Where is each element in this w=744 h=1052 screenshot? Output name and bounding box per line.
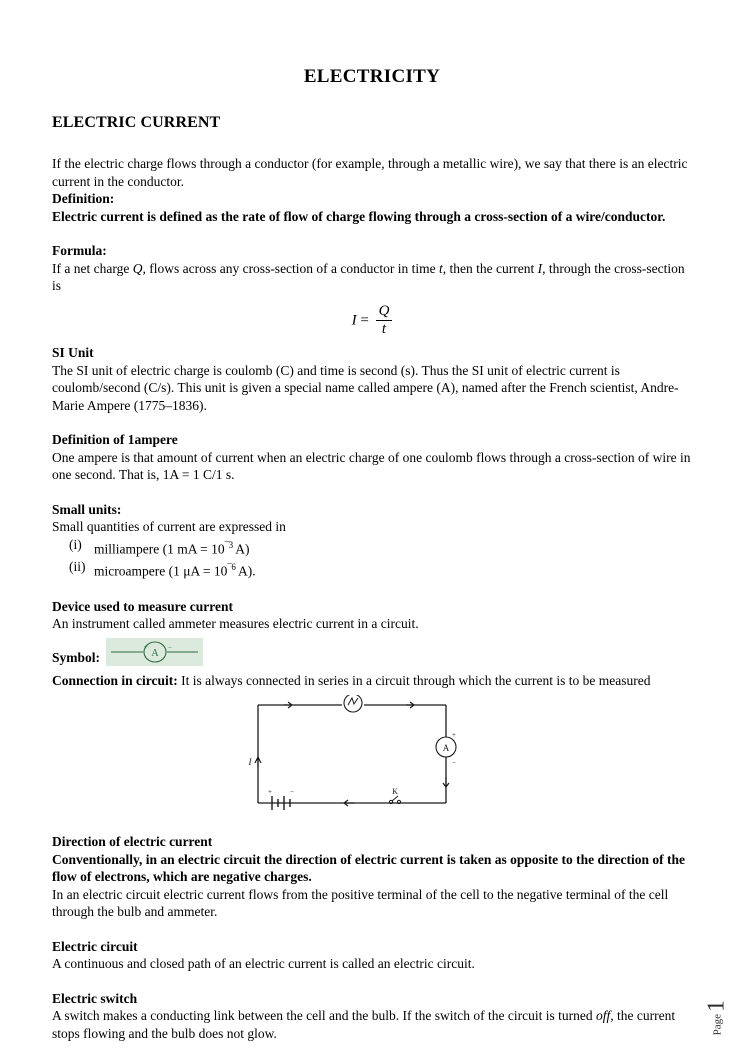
switch-lever-icon: [392, 796, 398, 801]
list-item-text: [94, 536, 249, 559]
si-unit-text: The SI unit of electric charge is coulomb (C) and time is second (s). Thus the SI unit of electric current is coulomb/second (C/s). This unit is given a special name called ampere (A), named after the French scientist, Andre-Marie Ampere (1775–1836).: [52, 362, 679, 413]
circuit-diagram: [52, 695, 692, 820]
ampere-definition-text: One ampere is that amount of current when an electric charge of one coulomb flows through a cross-section of wire in one second. That is, 1A = 1 C/1 s.: [52, 449, 691, 482]
ammeter-symbol-row: [52, 644, 692, 672]
small-units-heading: Small units:: [52, 501, 122, 517]
symbol-q: Q,: [132, 260, 146, 276]
circuit-diagram-svg: [242, 695, 472, 815]
svg-text:−: −: [168, 643, 172, 652]
intro-paragraph: If the electric charge flows through a conductor (for example, through a metallic wire), we say that there is an electric current in the conductor.: [52, 156, 688, 189]
device-text: An instrument called ammeter measures electric current in a circuit.: [52, 616, 419, 631]
bulb-icon: [344, 695, 362, 712]
current-arrow-top-right-icon: [406, 702, 414, 708]
ammeter-symbol-highlight: [106, 638, 203, 666]
svg-text:A: A: [151, 647, 159, 659]
current-arrow-top-left-icon: [284, 702, 292, 708]
list-item-marker: (i): [69, 536, 82, 552]
equation-operator: =: [360, 312, 369, 329]
ammeter-minus-sign: −: [452, 759, 456, 767]
current-label: I: [248, 757, 252, 767]
list-item-exponent: ¯3: [224, 539, 233, 550]
svg-text:+: +: [144, 642, 148, 651]
list-item-text-after: A).: [235, 563, 256, 579]
page-number-word: Page: [711, 1014, 723, 1036]
symbol-t: t: [439, 260, 443, 276]
page-title: ELECTRICITY: [303, 66, 441, 87]
ampere-definition-heading: Definition of 1ampere: [52, 432, 178, 447]
direction-bold-text: Conventionally, in an electric circuit the direction of electric current is taken as opposite to the direction of the flow of electrons, which are negative charges.: [52, 851, 686, 884]
formula-lead-part2: flows across any cross-section of a conductor in time: [145, 260, 440, 276]
page-number-footer: [703, 1000, 730, 1035]
equation-lhs: I: [351, 312, 357, 329]
electric-circuit-heading: Electric circuit: [52, 938, 138, 954]
list-item-text: [94, 558, 256, 581]
definition-label: Definition:: [52, 191, 115, 206]
battery-minus-sign: −: [290, 788, 294, 796]
connection-text: It is always connected in series in a circuit through which the current is to be measured: [177, 672, 651, 688]
current-arrow-bottom-icon: [344, 800, 354, 806]
list-item-text-before: milliampere (1 mA = 10: [94, 541, 225, 556]
page-number-value: 1: [703, 1000, 729, 1012]
small-units-list: [52, 536, 692, 581]
list-item: [52, 558, 692, 581]
electric-circuit-text: A continuous and closed path of an electric current is called an electric circuit.: [52, 956, 475, 971]
electric-switch-heading: Electric switch: [52, 990, 138, 1006]
list-item-exponent: ¯6: [227, 562, 236, 572]
electric-switch-text-part2: , the current stops flowing and the bulb does not glow.: [52, 1008, 676, 1041]
formula-lead-part4: through the cross-section is: [52, 260, 685, 293]
formula-lead-part3: , then the current: [442, 260, 538, 276]
equation-fraction: [376, 304, 393, 339]
switch-terminal-right-icon: [397, 800, 400, 803]
direction-text: In an electric circuit electric current flows from the positive terminal of the cell to the negative terminal of the cell through the bulb and ammeter.: [52, 886, 669, 919]
list-item-text-after: A): [232, 541, 250, 556]
list-item-marker: (ii): [69, 559, 86, 574]
formula-lead-text: [52, 260, 692, 295]
current-arrow-right-icon: [443, 777, 449, 787]
electric-switch-italic-word: off: [595, 1008, 611, 1023]
electric-switch-text: [52, 1007, 692, 1042]
switch-label: K: [392, 787, 398, 796]
battery-plus-sign: +: [268, 788, 272, 796]
symbol-label: Symbol:: [52, 649, 101, 665]
connection-in-circuit: [52, 672, 692, 690]
current-arrow-left-icon: [255, 757, 261, 767]
ammeter-letter: A: [442, 743, 450, 753]
ammeter-icon: [106, 638, 203, 666]
electric-switch-text-part1: A switch makes a conducting link between the cell and the bulb. If the switch of the circuit is turned: [52, 1008, 596, 1023]
formula-lead-part1: If a net charge: [52, 260, 133, 276]
definition-text: Electric current is defined as the rate of flow of charge flowing through a cross-section of a wire/conductor.: [52, 208, 666, 224]
section-heading-electric-current: ELECTRIC CURRENT: [52, 114, 221, 131]
symbol-i: I,: [537, 260, 546, 276]
ammeter-plus-sign: +: [452, 731, 456, 739]
fraction-numerator: Q: [378, 302, 390, 319]
fraction-denominator: t: [381, 321, 387, 338]
direction-heading: Direction of electric current: [52, 834, 213, 849]
formula-heading: Formula:: [52, 243, 107, 258]
small-units-lead: Small quantities of current are expressed in: [52, 519, 286, 534]
connection-label: Connection in circuit:: [52, 672, 178, 688]
list-item-text-before: microampere (1 μA = 10: [94, 563, 228, 579]
si-unit-heading: SI Unit: [52, 345, 94, 360]
formula-equation: [52, 304, 692, 339]
device-heading: Device used to measure current: [52, 598, 233, 614]
list-item: [52, 536, 692, 559]
